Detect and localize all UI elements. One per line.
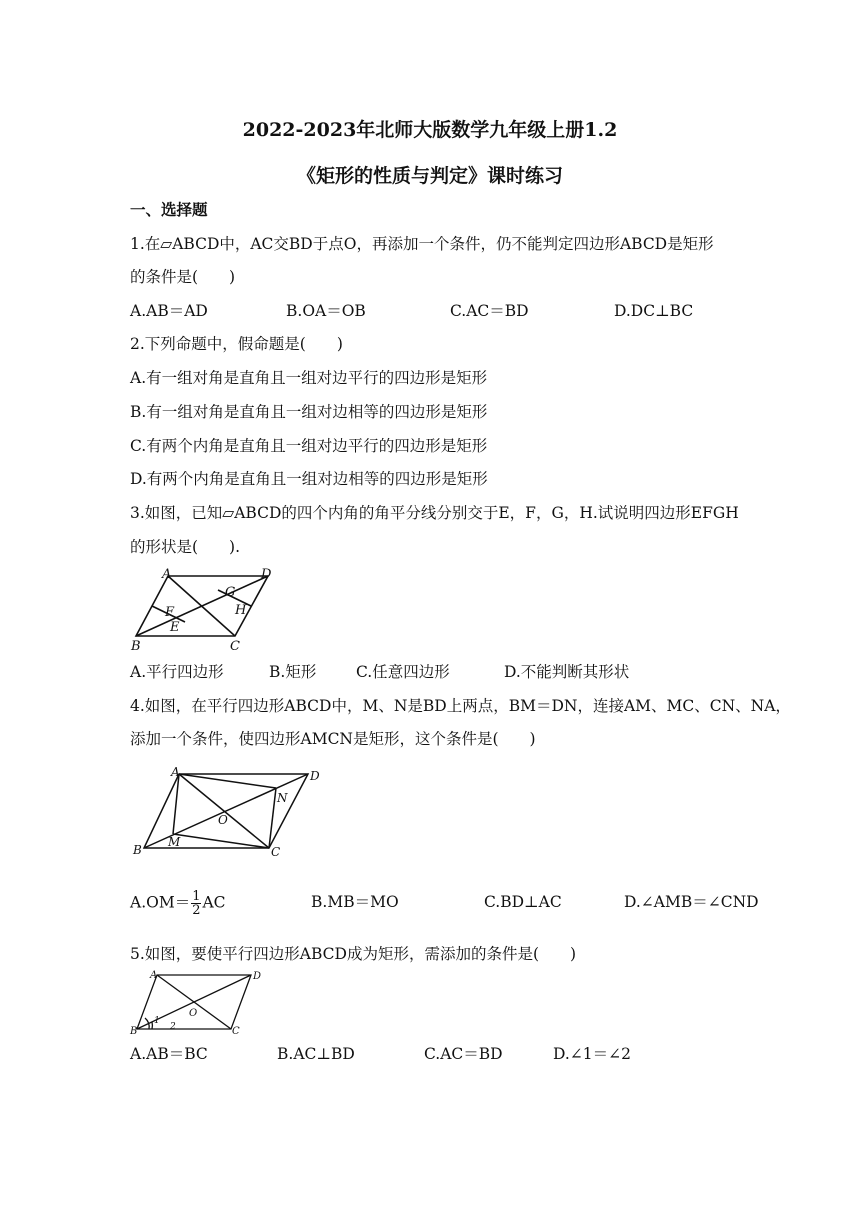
q2-stem: 2.下列命题中，假命题是( ) <box>130 335 343 353</box>
q1-option-d: D.DC⊥BC <box>614 302 694 320</box>
q4-label-o: O <box>218 813 228 827</box>
q3-label-g: G <box>225 585 236 600</box>
q4-stem-line1: 4.如图，在平行四边形ABCD中，M、N是BD上两点，BM＝DN，连接AM、MC、CN、NA， <box>130 697 791 715</box>
q4-option-a-prefix: A.OM＝ <box>130 893 191 912</box>
q5-label-d: D <box>253 971 262 982</box>
q4-stem-line2: 添加一个条件，使四边形AMCN是矩形，这个条件是( ) <box>130 730 536 748</box>
q4-option-c: C.BD⊥AC <box>484 893 562 911</box>
q5-label-b: B <box>130 1026 138 1037</box>
q4-label-n: N <box>277 791 288 805</box>
q4-label-m: M <box>168 835 181 849</box>
q3-option-d: D.不能判断其形状 <box>504 663 630 681</box>
q4-label-a: A <box>171 765 180 779</box>
q5-option-b: B.AC⊥BD <box>277 1045 355 1063</box>
q5-label-o: O <box>189 1008 198 1019</box>
q5-figure <box>130 968 260 1036</box>
q5-label-angle-1: 1 <box>154 1016 160 1026</box>
q3-stem-line1: 3.如图，已知▱ABCD的四个内角的角平分线分别交于E，F，G，H.试说明四边形EFGH <box>130 504 739 522</box>
q5-label-a: A <box>150 970 158 981</box>
q3-option-c: C.任意四边形 <box>356 663 450 681</box>
q3-label-d: D <box>261 567 272 582</box>
q1-option-a: A.AB＝AD <box>130 302 208 320</box>
q4-figure <box>130 763 330 859</box>
q3-label-f: F <box>165 605 175 620</box>
q5-option-d: D.∠1＝∠2 <box>553 1045 631 1063</box>
q2-option-b: B.有一组对角是直角且一组对边相等的四边形是矩形 <box>130 403 488 421</box>
q3-label-h: H <box>235 603 247 618</box>
q1-option-c: C.AC＝BD <box>450 302 529 320</box>
q5-option-a: A.AB＝BC <box>130 1045 208 1063</box>
q4-option-a-suffix: AC <box>202 893 226 912</box>
q3-figure <box>130 565 280 655</box>
q1-option-b: B.OA＝OB <box>286 302 366 320</box>
q2-option-a: A.有一组对角是直角且一组对边平行的四边形是矩形 <box>130 369 488 387</box>
q4-option-b: B.MB＝MO <box>311 893 399 911</box>
title-line-1: 2022-2023年北师大版数学九年级上册1.2 <box>242 119 618 141</box>
q5-label-c: C <box>232 1026 240 1037</box>
q1-stem-line1: 1.在▱ABCD中，AC交BD于点O，再添加一个条件，仍不能判定四边形ABCD是矩形 <box>130 235 714 253</box>
q3-label-e: E <box>170 620 180 635</box>
q4-label-c: C <box>271 845 281 859</box>
q3-label-a: A <box>162 567 172 582</box>
q2-option-d: D.有两个内角是直角且一组对边相等的四边形是矩形 <box>130 470 488 488</box>
q4-label-d: D <box>310 769 320 783</box>
q4-option-d: D.∠AMB＝∠CND <box>624 893 759 911</box>
q1-stem-line2: 的条件是( ) <box>130 268 236 286</box>
q3-label-c: C <box>230 639 240 654</box>
q4-label-b: B <box>133 843 142 857</box>
section-heading: 一、选择题 <box>130 200 208 219</box>
q5-option-c: C.AC＝BD <box>424 1045 503 1063</box>
q5-stem: 5.如图，要使平行四边形ABCD成为矩形，需添加的条件是( ) <box>130 945 577 963</box>
q5-label-angle-2: 2 <box>170 1022 176 1032</box>
q3-label-b: B <box>131 639 141 654</box>
q4-option-a <box>130 890 226 917</box>
fraction-denominator: 2 <box>192 903 201 918</box>
q3-option-b: B.矩形 <box>269 663 317 681</box>
one-half-fraction <box>191 890 201 917</box>
title-line-2: 《矩形的性质与判定》课时练习 <box>296 165 563 187</box>
q3-option-a: A.平行四边形 <box>130 663 224 681</box>
q3-stem-line2: 的形状是( ). <box>130 538 241 556</box>
q2-option-c: C.有两个内角是直角且一组对边平行的四边形是矩形 <box>130 437 488 455</box>
fraction-numerator: 1 <box>192 889 201 904</box>
